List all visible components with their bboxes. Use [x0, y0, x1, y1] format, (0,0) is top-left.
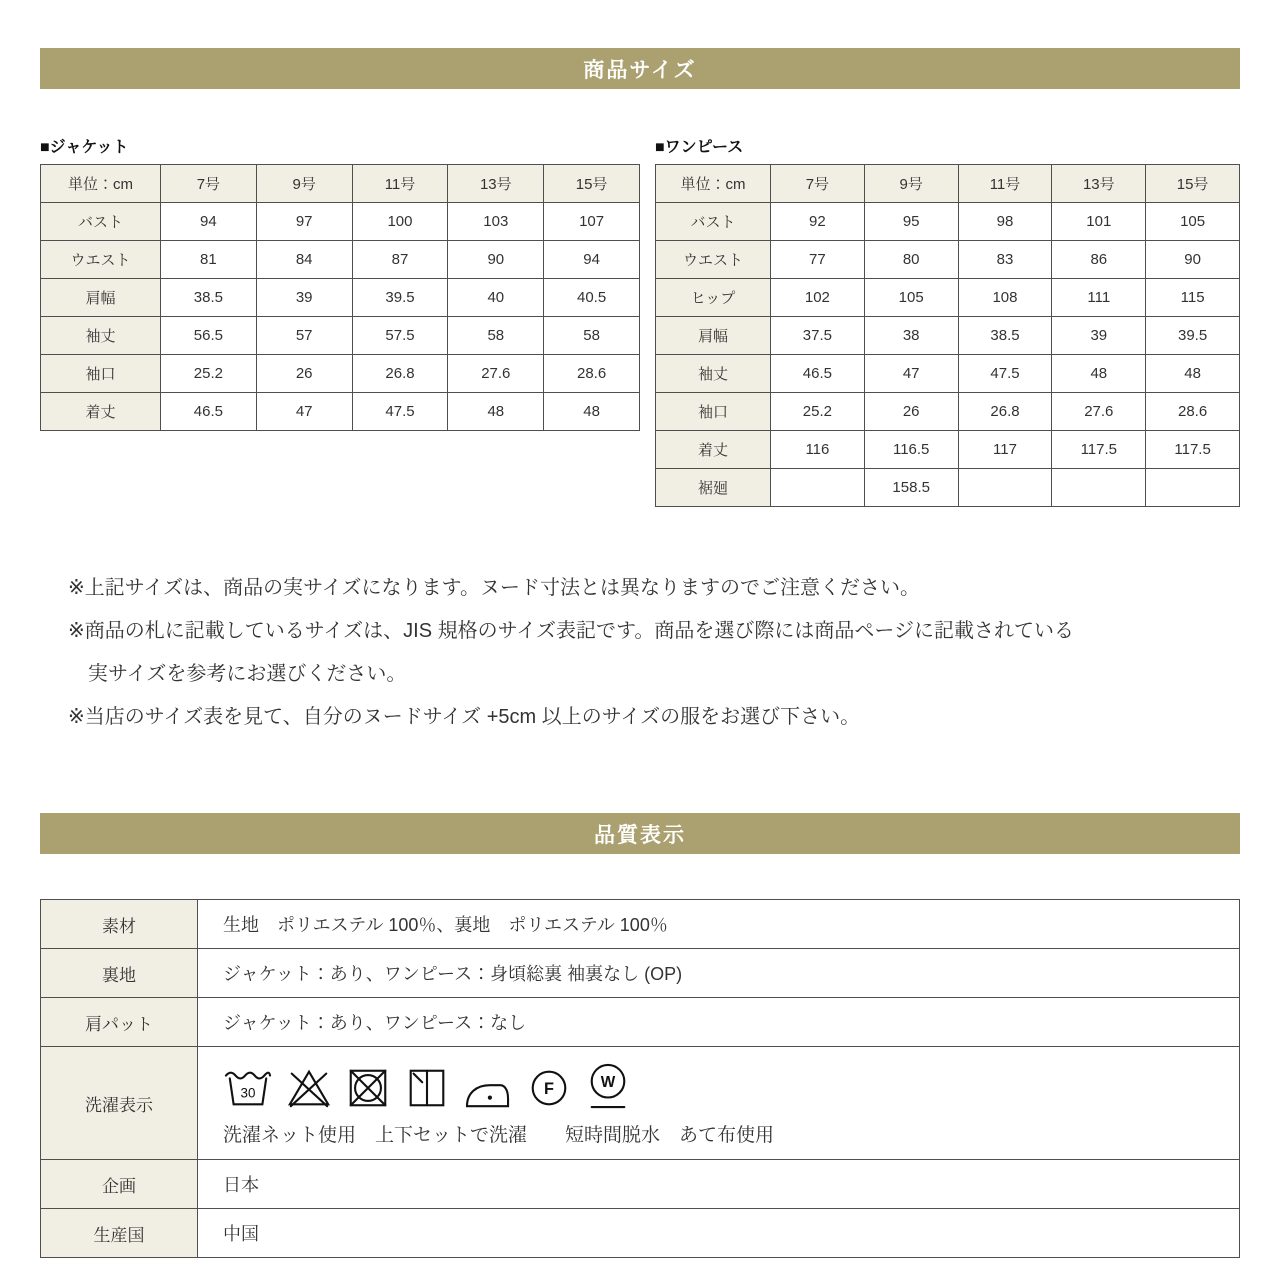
measure-label-cell: 袖口	[41, 355, 161, 393]
jacket-size-block	[40, 134, 640, 507]
measure-value-cell: 48	[1146, 355, 1240, 393]
measure-value-cell: 40	[448, 279, 544, 317]
note-line-continuation: 実サイズを参考にお選びください。	[88, 663, 407, 685]
size-table-header-row	[41, 165, 640, 203]
measure-value-cell: 56.5	[161, 317, 257, 355]
measure-value-cell: 39.5	[1146, 317, 1240, 355]
jacket-table-title: ■ジャケット	[40, 139, 129, 156]
measure-value-cell: 86	[1052, 241, 1146, 279]
measure-value-cell: 92	[771, 203, 865, 241]
size-table-row	[41, 317, 640, 355]
measure-value-cell	[1146, 469, 1240, 507]
measure-value-cell: 57	[256, 317, 352, 355]
measure-value-cell: 95	[864, 203, 958, 241]
size-section-banner	[40, 48, 1240, 89]
measure-value-cell: 117	[958, 431, 1052, 469]
measure-value-cell: 39	[1052, 317, 1146, 355]
measure-value-cell: 107	[544, 203, 640, 241]
measure-value-cell: 81	[161, 241, 257, 279]
measure-value-cell: 105	[1146, 203, 1240, 241]
quality-label-planning: 企画	[41, 1160, 198, 1209]
measure-value-cell: 100	[352, 203, 448, 241]
wet-clean-w-icon	[585, 1061, 631, 1111]
measure-value-cell: 27.6	[448, 355, 544, 393]
laundry-icons	[223, 1061, 1239, 1111]
measure-value-cell: 98	[958, 203, 1052, 241]
measure-value-cell: 84	[256, 241, 352, 279]
size-table-row	[41, 355, 640, 393]
measure-value-cell: 80	[864, 241, 958, 279]
measure-value-cell: 117.5	[1146, 431, 1240, 469]
note-line: ※商品の札に記載しているサイズは、JIS 規格のサイズ表記です。商品を選び際には商品ページに記載されている	[68, 620, 1075, 642]
measure-value-cell: 26	[864, 393, 958, 431]
quality-section-title: 品質表示	[594, 823, 686, 847]
note-line: ※上記サイズは、商品の実サイズになります。ヌード寸法とは異なりますのでご注意ください。	[68, 577, 920, 599]
quality-value-country: 中国	[198, 1209, 1240, 1258]
measure-value-cell: 90	[1146, 241, 1240, 279]
quality-table	[40, 899, 1240, 1258]
size-table-row	[656, 469, 1240, 507]
measure-label-cell: 着丈	[656, 431, 771, 469]
measure-value-cell: 58	[448, 317, 544, 355]
size-column-header: 11号	[958, 165, 1052, 203]
size-table-row	[656, 241, 1240, 279]
wash-30-icon	[223, 1065, 273, 1111]
size-column-header: 7号	[161, 165, 257, 203]
quality-value-care	[198, 1047, 1240, 1160]
product-size-page	[40, 0, 1240, 1258]
measure-value-cell: 115	[1146, 279, 1240, 317]
measure-value-cell: 48	[1052, 355, 1146, 393]
quality-value-shoulder-pad: ジャケット：あり、ワンピース：なし	[198, 998, 1240, 1047]
measure-value-cell: 94	[161, 203, 257, 241]
measure-label-cell: 袖丈	[41, 317, 161, 355]
size-table-row	[41, 279, 640, 317]
measure-value-cell: 38.5	[958, 317, 1052, 355]
measure-value-cell	[958, 469, 1052, 507]
measure-value-cell: 40.5	[544, 279, 640, 317]
quality-label-shoulder-pad: 肩パット	[41, 998, 198, 1047]
no-tumble-dry-icon	[345, 1065, 391, 1111]
svg-text:30: 30	[240, 1085, 256, 1101]
measure-value-cell: 58	[544, 317, 640, 355]
measure-value-cell: 105	[864, 279, 958, 317]
measure-value-cell: 87	[352, 241, 448, 279]
measure-value-cell: 97	[256, 203, 352, 241]
size-column-header: 9号	[256, 165, 352, 203]
measure-value-cell: 77	[771, 241, 865, 279]
measure-value-cell: 103	[448, 203, 544, 241]
svg-text:W: W	[600, 1073, 616, 1091]
quality-label-lining: 裏地	[41, 949, 198, 998]
quality-label-country: 生産国	[41, 1209, 198, 1258]
size-column-header: 11号	[352, 165, 448, 203]
measure-value-cell: 101	[1052, 203, 1146, 241]
size-table-row	[656, 393, 1240, 431]
size-table-row	[656, 317, 1240, 355]
measure-value-cell: 26.8	[958, 393, 1052, 431]
measure-value-cell: 116.5	[864, 431, 958, 469]
no-bleach-icon	[286, 1065, 332, 1111]
size-column-header: 15号	[1146, 165, 1240, 203]
onepiece-size-block	[655, 134, 1240, 507]
size-table-row	[656, 355, 1240, 393]
measure-value-cell: 102	[771, 279, 865, 317]
measure-label-cell: ウエスト	[656, 241, 771, 279]
onepiece-size-table	[655, 164, 1240, 507]
note-line: ※当店のサイズ表を見て、自分のヌードサイズ +5cm 以上のサイズの服をお選び下さい。	[68, 706, 861, 728]
measure-label-cell: ウエスト	[41, 241, 161, 279]
size-notes	[40, 567, 1240, 739]
quality-row-material	[41, 900, 1240, 949]
measure-value-cell: 39.5	[352, 279, 448, 317]
size-column-header: 7号	[771, 165, 865, 203]
quality-value-lining: ジャケット：あり、ワンピース：身頃総裏 袖裏なし (OP)	[198, 949, 1240, 998]
measure-value-cell: 47	[864, 355, 958, 393]
measure-value-cell: 38.5	[161, 279, 257, 317]
measure-value-cell: 47.5	[352, 393, 448, 431]
iron-icon	[463, 1069, 513, 1111]
measure-value-cell: 25.2	[771, 393, 865, 431]
measure-label-cell: 裾廻	[656, 469, 771, 507]
quality-label-material: 素材	[41, 900, 198, 949]
measure-value-cell: 48	[544, 393, 640, 431]
dry-clean-f-icon	[526, 1065, 572, 1111]
measure-value-cell: 38	[864, 317, 958, 355]
measure-value-cell: 26.8	[352, 355, 448, 393]
measure-value-cell: 57.5	[352, 317, 448, 355]
measure-value-cell: 111	[1052, 279, 1146, 317]
measure-value-cell: 46.5	[771, 355, 865, 393]
measure-label-cell: 着丈	[41, 393, 161, 431]
size-table-row	[41, 393, 640, 431]
measure-value-cell: 47	[256, 393, 352, 431]
measure-value-cell: 48	[448, 393, 544, 431]
measure-value-cell	[771, 469, 865, 507]
quality-row-country	[41, 1209, 1240, 1258]
quality-label-care: 洗濯表示	[41, 1047, 198, 1160]
measure-label-cell: バスト	[656, 203, 771, 241]
measure-value-cell: 37.5	[771, 317, 865, 355]
measure-value-cell: 28.6	[1146, 393, 1240, 431]
quality-row-planning	[41, 1160, 1240, 1209]
size-table-row	[656, 203, 1240, 241]
measure-value-cell: 26	[256, 355, 352, 393]
size-tables	[40, 134, 1240, 507]
jacket-size-table	[40, 164, 640, 431]
measure-label-cell: 袖丈	[656, 355, 771, 393]
measure-label-cell: 肩幅	[41, 279, 161, 317]
measure-label-cell: 肩幅	[656, 317, 771, 355]
size-column-header: 15号	[544, 165, 640, 203]
size-table-header-row	[656, 165, 1240, 203]
quality-value-material: 生地 ポリエステル 100％、裏地 ポリエステル 100％	[198, 900, 1240, 949]
size-table-row	[41, 241, 640, 279]
size-table-row	[656, 431, 1240, 469]
size-section-title: 商品サイズ	[583, 58, 697, 82]
measure-value-cell: 90	[448, 241, 544, 279]
measure-value-cell: 94	[544, 241, 640, 279]
size-table-row	[41, 203, 640, 241]
quality-row-care	[41, 1047, 1240, 1160]
measure-label-cell: 袖口	[656, 393, 771, 431]
size-table-row	[656, 279, 1240, 317]
measure-value-cell: 25.2	[161, 355, 257, 393]
measure-value-cell: 39	[256, 279, 352, 317]
measure-value-cell: 46.5	[161, 393, 257, 431]
measure-value-cell: 116	[771, 431, 865, 469]
measure-value-cell: 28.6	[544, 355, 640, 393]
measure-value-cell	[1052, 469, 1146, 507]
svg-text:F: F	[544, 1079, 554, 1098]
measure-value-cell: 108	[958, 279, 1052, 317]
measure-value-cell: 117.5	[1052, 431, 1146, 469]
measure-value-cell: 83	[958, 241, 1052, 279]
shade-hang-dry-icon	[404, 1065, 450, 1111]
measure-value-cell: 158.5	[864, 469, 958, 507]
unit-cell: 単位：cm	[41, 165, 161, 203]
size-column-header: 9号	[864, 165, 958, 203]
quality-section-banner	[40, 813, 1240, 854]
laundry-caption: 洗濯ネット使用 上下セットで洗濯 短時間脱水 あて布使用	[223, 1125, 775, 1146]
measure-value-cell: 47.5	[958, 355, 1052, 393]
unit-cell: 単位：cm	[656, 165, 771, 203]
measure-label-cell: バスト	[41, 203, 161, 241]
measure-value-cell: 27.6	[1052, 393, 1146, 431]
quality-row-lining	[41, 949, 1240, 998]
quality-value-planning: 日本	[198, 1160, 1240, 1209]
measure-label-cell: ヒップ	[656, 279, 771, 317]
onepiece-table-title: ■ワンピース	[655, 139, 744, 156]
quality-row-shoulder-pad	[41, 998, 1240, 1047]
size-column-header: 13号	[448, 165, 544, 203]
size-column-header: 13号	[1052, 165, 1146, 203]
